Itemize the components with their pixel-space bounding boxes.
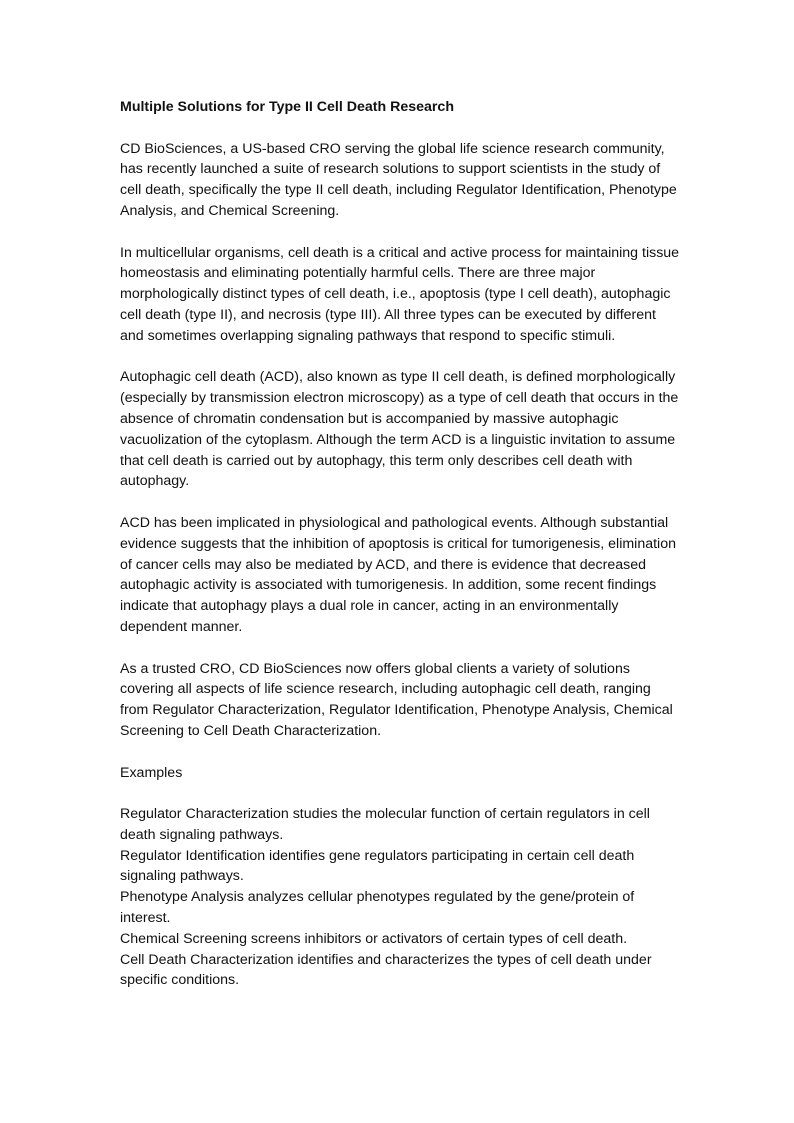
example-item-regulator-characterization: Regulator Characterization studies the molecular function of certain regulators in cell death signaling pathways.	[120, 806, 650, 843]
document-title: Multiple Solutions for Type II Cell Death Research	[120, 99, 454, 115]
paragraph-acd-cancer: ACD has been implicated in physiological and pathological events. Although substantial evidence suggests that the inhibition of apoptosis is critical for tumorigenesis, elimination of cancer cells may also be mediated by ACD, and there is evidence that decreased autophagic activity is associated with tumorigenesis. In addition, some recent findings indicate that autophagy plays a dual role in cancer, acting in an environmentally dependent manner.	[120, 514, 676, 635]
example-item-regulator-identification: Regulator Identification identifies gene regulators participating in certain cell death signaling pathways.	[120, 847, 635, 885]
example-item-phenotype-analysis: Phenotype Analysis analyzes cellular phenotypes regulated by the gene/protein of interest.	[120, 889, 635, 927]
paragraph-intro: CD BioSciences, a US-based CRO serving the global life science research community, has recently launched a suite of research solutions to support scientists in the study of cell death, specifically the type II cell death, including Regulator Identification, Phenotype Analysis, and Chemical Screening.	[120, 140, 677, 219]
paragraph-cro-offer: As a trusted CRO, CD BioSciences now offers global clients a variety of solutions covering all aspects of life science research, including autophagic cell death, ranging from Regulator Characterization, Regulator Identification, Phenotype Analysis, Chemical Screening to Cell Death Characterization.	[120, 660, 673, 739]
examples-heading: Examples	[120, 764, 183, 781]
example-item-chemical-screening: Chemical Screening screens inhibitors or activators of certain types of cell death.	[120, 930, 628, 947]
example-item-cell-death-characterization: Cell Death Characterization identifies and characterizes the types of cell death under specific conditions.	[120, 951, 652, 989]
paragraph-acd-definition: Autophagic cell death (ACD), also known as type II cell death, is defined morphologically (especially by transmission electron microscopy) as a type of cell death that occurs in the absence of chromatin condensation but is accompanied by massive autophagic vacuolization of the cytoplasm. Although the term ACD is a linguistic invitation to assume that cell death is carried out by autophagy, this term only describes cell death with autophagy.	[120, 369, 679, 490]
paragraph-cell-death-types: In multicellular organisms, cell death is a critical and active process for maintaining tissue homeostasis and eliminating potentially harmful cells. There are three major morphologically distinct types of cell death, i.e., apoptosis (type I cell death), autophagic cell death (type II), and necrosis (type III). All three types can be executed by different and sometimes overlapping signaling pathways that respond to specific stimuli.	[120, 244, 680, 344]
document-page	[120, 97, 680, 991]
examples-list	[120, 804, 680, 991]
